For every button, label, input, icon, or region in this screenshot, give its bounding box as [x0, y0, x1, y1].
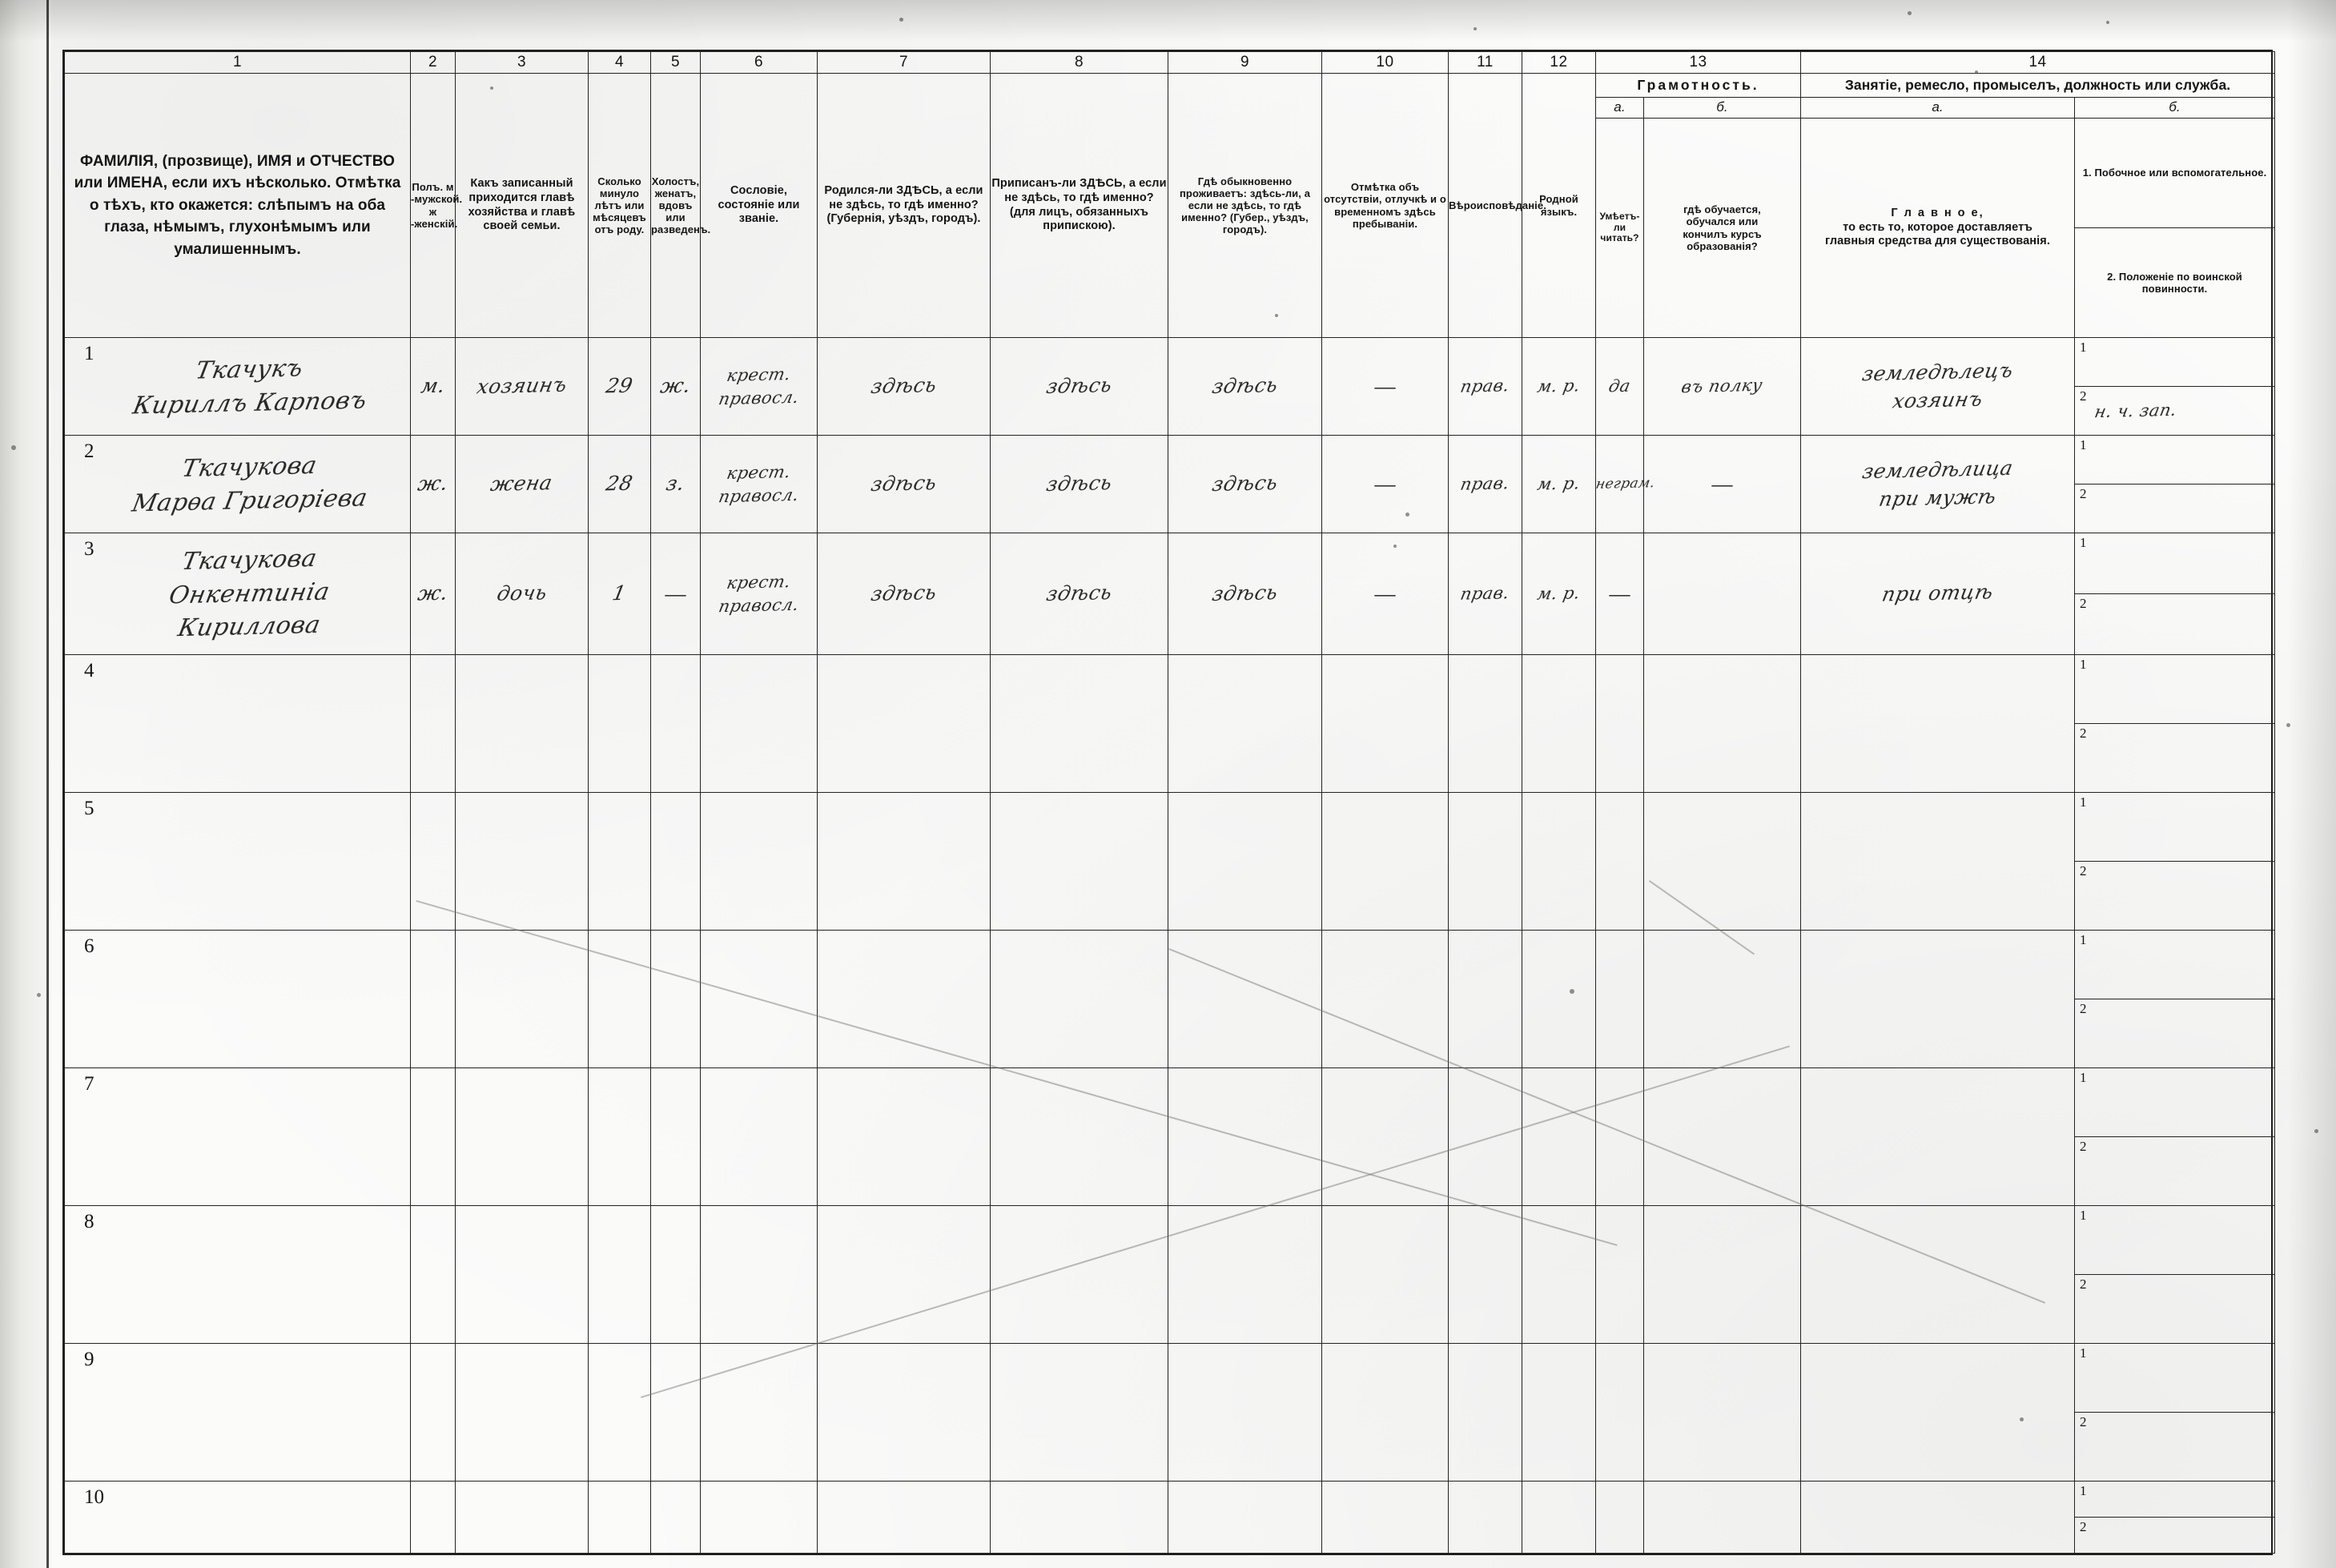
handwriting-given-name: Онкентиніа — [167, 577, 332, 610]
cell-occupation-main[interactable] — [1801, 533, 2075, 655]
cell-absence[interactable] — [1322, 1482, 1449, 1554]
value-estate-1: крест. — [725, 461, 793, 483]
value-sex: ж. — [416, 581, 451, 605]
value-occupation-1: земледѣлецъ — [1860, 358, 2016, 386]
row-number: 2 — [84, 440, 94, 462]
cell-religion[interactable] — [1449, 1482, 1522, 1554]
header-13a-letter: а. — [1596, 98, 1644, 119]
cell-literacy-a[interactable] — [1596, 793, 1644, 931]
cell-absence[interactable] — [1322, 436, 1449, 533]
subrow-index-1: 1 — [2080, 437, 2087, 452]
cell-age[interactable] — [589, 1068, 651, 1206]
cell-language[interactable] — [1522, 338, 1596, 436]
colnum-6: 6 — [701, 52, 818, 74]
cell-relation[interactable] — [456, 1482, 589, 1554]
header-14a: Г л а в н о е, то есть то, которое доставляетъ главныя средства для существованія. — [1801, 119, 2075, 338]
cell-estate[interactable] — [701, 436, 818, 533]
cell-religion[interactable] — [1449, 436, 1522, 533]
value-literacy-b: — — [1711, 472, 1733, 496]
cell-religion[interactable] — [1449, 931, 1522, 1068]
cell-occupation-sub[interactable] — [2075, 436, 2275, 533]
colnum-10: 10 — [1322, 52, 1449, 74]
subrow-index-1: 1 — [2080, 340, 2087, 355]
cell-occupation-sub[interactable] — [2075, 1344, 2275, 1482]
cell-name[interactable] — [65, 1344, 411, 1482]
colnum-1: 1 — [65, 52, 411, 74]
row-number: 10 — [84, 1486, 104, 1508]
cell-literacy-b[interactable] — [1644, 533, 1801, 655]
value-age: 29 — [604, 373, 635, 398]
cell-name[interactable] — [65, 793, 411, 931]
value-literacy-a: — — [1609, 581, 1630, 605]
subrow-index-2: 2 — [2080, 388, 2087, 404]
subrow-index-2: 2 — [2080, 486, 2087, 501]
cell-registered[interactable] — [991, 1068, 1168, 1206]
cell-registered[interactable] — [991, 931, 1168, 1068]
cell-occupation-sub[interactable] — [2075, 1206, 2275, 1344]
colnum-14: 14 — [1801, 52, 2275, 74]
census-form-table — [62, 50, 2273, 1555]
value-sex: ж. — [416, 471, 451, 496]
header-col-12: Родной языкъ. — [1522, 74, 1596, 338]
colnum-4: 4 — [589, 52, 651, 74]
cell-registered[interactable] — [991, 1482, 1168, 1554]
cell-estate[interactable] — [701, 655, 818, 793]
cell-occupation-sub[interactable] — [2075, 338, 2275, 436]
cell-occupation-main[interactable] — [1801, 1068, 2075, 1206]
cell-age[interactable] — [589, 1482, 651, 1554]
cell-literacy-a[interactable] — [1594, 436, 1657, 533]
cell-age[interactable] — [589, 793, 651, 931]
value-language: м. р. — [1535, 583, 1582, 604]
table-row[interactable] — [65, 1206, 2275, 1344]
cell-religion[interactable] — [1449, 338, 1522, 436]
cell-relation[interactable] — [456, 1206, 589, 1344]
handwriting-surname: Ткачукова — [179, 545, 320, 577]
cell-born[interactable] — [818, 1206, 991, 1344]
row-number: 3 — [84, 538, 94, 560]
value-absence: — — [1374, 581, 1396, 605]
subrow-index-1: 1 — [2080, 1208, 2087, 1223]
cell-relation[interactable] — [456, 1344, 589, 1482]
cell-relation[interactable] — [456, 1068, 589, 1206]
cell-religion[interactable] — [1449, 793, 1522, 931]
cell-occupation-main[interactable] — [1801, 1206, 2075, 1344]
handwriting-given-name: Марѳа Григоріева — [129, 483, 370, 518]
group-header-row — [65, 74, 2275, 98]
table-row[interactable] — [65, 338, 2275, 436]
cell-literacy-a[interactable] — [1596, 1206, 1644, 1344]
value-relation: хозяинъ — [474, 372, 569, 399]
subrow-index-2: 2 — [2080, 1001, 2087, 1016]
cell-registered[interactable] — [991, 533, 1168, 655]
cell-sex[interactable] — [411, 931, 456, 1068]
cell-literacy-b[interactable] — [1644, 1068, 1801, 1206]
cell-age[interactable] — [589, 338, 651, 436]
header-13b-letter: б. — [1644, 98, 1801, 119]
cell-born[interactable] — [818, 931, 991, 1068]
cell-estate[interactable] — [701, 338, 818, 436]
cell-registered[interactable] — [991, 1206, 1168, 1344]
cell-marital[interactable] — [651, 338, 701, 436]
cell-born[interactable] — [818, 436, 991, 533]
page-binding-edge — [0, 0, 51, 1568]
cell-language[interactable] — [1522, 1068, 1596, 1206]
row-number: 8 — [84, 1211, 94, 1232]
cell-relation[interactable] — [456, 793, 589, 931]
value-estate-2: правосл. — [717, 387, 801, 408]
header-col-3: Какъ записанный приходится главѣ хозяйства и главѣ своей семьи. — [456, 74, 589, 338]
cell-name[interactable] — [65, 1206, 411, 1344]
cell-language[interactable] — [1522, 436, 1596, 533]
subrow-index-2: 2 — [2080, 726, 2087, 741]
value-occupation-2: при мужѣ — [1877, 484, 1999, 511]
cell-marital[interactable] — [651, 1068, 701, 1206]
cell-language[interactable] — [1522, 793, 1596, 931]
cell-age[interactable] — [589, 1344, 651, 1482]
cell-resides[interactable] — [1168, 793, 1322, 931]
cell-marital[interactable] — [651, 1344, 701, 1482]
table-row[interactable] — [65, 655, 2275, 793]
cell-religion[interactable] — [1449, 533, 1522, 655]
cell-estate[interactable] — [701, 1344, 818, 1482]
cell-absence[interactable] — [1322, 931, 1449, 1068]
value-religion: прав. — [1458, 473, 1512, 494]
cell-resides[interactable] — [1168, 338, 1322, 436]
row-number: 5 — [84, 798, 94, 819]
cell-literacy-b[interactable] — [1644, 1344, 1801, 1482]
cell-sex[interactable] — [411, 1482, 456, 1554]
cell-relation[interactable] — [456, 436, 589, 533]
cell-resides[interactable] — [1168, 1482, 1322, 1554]
cell-sex[interactable] — [411, 533, 456, 655]
cell-religion[interactable] — [1449, 1206, 1522, 1344]
value-relation: дочь — [494, 581, 549, 605]
cell-language[interactable] — [1522, 1344, 1596, 1482]
value-occupation-1: при отцѣ — [1880, 580, 1996, 606]
cell-sex[interactable] — [411, 655, 456, 793]
cell-relation[interactable] — [456, 338, 589, 436]
cell-resides[interactable] — [1168, 1068, 1322, 1206]
header-col-11: Вѣроисповѣданіе. — [1449, 74, 1522, 338]
header-14b-1: 1. Побочное или вспомогательное. — [2082, 167, 2267, 179]
cell-registered[interactable] — [991, 793, 1168, 931]
cell-religion[interactable] — [1449, 655, 1522, 793]
cell-literacy-b[interactable] — [1644, 931, 1801, 1068]
cell-age[interactable] — [589, 436, 651, 533]
cell-age[interactable] — [589, 533, 651, 655]
cell-religion[interactable] — [1449, 1068, 1522, 1206]
subrow-index-2: 2 — [2080, 596, 2087, 611]
cell-sex[interactable] — [411, 436, 456, 533]
cell-name[interactable] — [65, 533, 411, 655]
cell-literacy-a[interactable] — [1596, 931, 1644, 1068]
cell-marital[interactable] — [651, 436, 701, 533]
value-marital: ж. — [658, 373, 694, 398]
cell-occupation-main[interactable] — [1801, 436, 2075, 533]
value-absence: — — [1374, 472, 1396, 496]
value-language: м. р. — [1535, 473, 1582, 494]
cell-absence[interactable] — [1322, 1344, 1449, 1482]
cell-born[interactable] — [818, 793, 991, 931]
column-number-row — [65, 52, 2275, 74]
value-occupation-2: хозяинъ — [1890, 387, 1985, 412]
cell-occupation-main[interactable] — [1801, 1344, 2075, 1482]
cell-language[interactable] — [1522, 1206, 1596, 1344]
value-resides: здѣсь — [1210, 471, 1281, 497]
cell-resides[interactable] — [1168, 1344, 1322, 1482]
cell-literacy-a[interactable] — [1596, 1344, 1644, 1482]
colnum-13: 13 — [1596, 52, 1801, 74]
cell-occupation-main[interactable] — [1801, 338, 2075, 436]
value-resides: здѣсь — [1210, 373, 1281, 399]
cell-absence[interactable] — [1322, 793, 1449, 931]
header-col-2: Полъ. м -мужской. ж -женскій. — [411, 74, 456, 338]
colnum-11: 11 — [1449, 52, 1522, 74]
cell-born[interactable] — [818, 1482, 991, 1554]
colnum-5: 5 — [651, 52, 701, 74]
header-col-8: Приписанъ-ли ЗДѢСЬ, а если не здѣсь, то гдѣ именно? (для лицъ, обязанныхъ припискою). — [991, 74, 1168, 338]
cell-born[interactable] — [818, 1068, 991, 1206]
value-absence: — — [1374, 374, 1396, 398]
colnum-8: 8 — [991, 52, 1168, 74]
colnum-9: 9 — [1168, 52, 1322, 74]
cell-occupation-main[interactable] — [1801, 1482, 2075, 1554]
cell-registered[interactable] — [991, 338, 1168, 436]
cell-estate[interactable] — [701, 533, 818, 655]
cell-religion[interactable] — [1449, 1344, 1522, 1482]
subrow-index-1: 1 — [2080, 1345, 2087, 1361]
colnum-3: 3 — [456, 52, 589, 74]
header-col-6: Сословіе, состояніе или званіе. — [701, 74, 818, 338]
table-row[interactable] — [65, 436, 2275, 533]
header-14a-letter: а. — [1801, 98, 2075, 119]
value-estate-2: правосл. — [717, 484, 801, 506]
cell-absence[interactable] — [1322, 1206, 1449, 1344]
cell-born[interactable] — [818, 655, 991, 793]
value-religion: прав. — [1458, 376, 1512, 396]
cell-occupation-main[interactable] — [1801, 793, 2075, 931]
subrow-index-2: 2 — [2080, 1139, 2087, 1154]
cell-occupation-main[interactable] — [1801, 931, 2075, 1068]
value-born: здѣсь — [869, 471, 939, 497]
cell-literacy-b[interactable] — [1644, 793, 1801, 931]
value-age: 28 — [604, 471, 635, 496]
cell-born[interactable] — [818, 533, 991, 655]
cell-name[interactable] — [65, 1482, 411, 1554]
cell-registered[interactable] — [991, 436, 1168, 533]
header-13a: Умѣетъ- ли читать? — [1596, 119, 1644, 338]
cell-marital[interactable] — [651, 1482, 701, 1554]
value-marital: — — [665, 581, 686, 605]
row-number: 9 — [84, 1349, 94, 1370]
cell-age[interactable] — [589, 931, 651, 1068]
cell-relation[interactable] — [456, 533, 589, 655]
scan-top-shadow — [0, 0, 2336, 42]
value-literacy-a: да — [1606, 376, 1633, 396]
cell-sex[interactable] — [411, 1068, 456, 1206]
cell-absence[interactable] — [1322, 1068, 1449, 1206]
cell-sex[interactable] — [411, 1206, 456, 1344]
value-estate-1: крест. — [725, 571, 793, 593]
value-religion: прав. — [1458, 583, 1512, 604]
cell-language[interactable] — [1522, 533, 1596, 655]
subrow-index-2: 2 — [2080, 863, 2087, 878]
cell-language[interactable] — [1522, 1482, 1596, 1554]
cell-name[interactable] — [65, 931, 411, 1068]
value-born: здѣсь — [869, 581, 939, 606]
value-relation: жена — [489, 471, 555, 497]
value-literacy-b: въ полку — [1679, 375, 1765, 397]
subrow-index-2: 2 — [2080, 1277, 2087, 1292]
subrow-index-1: 1 — [2080, 1483, 2087, 1498]
subrow-index-1: 1 — [2080, 657, 2087, 672]
value-occupation-1: земледѣлица — [1860, 456, 2016, 484]
cell-language[interactable] — [1522, 931, 1596, 1068]
row-number: 1 — [84, 343, 94, 364]
handwriting-given-name: Кириллъ Карповъ — [130, 385, 369, 420]
cell-born[interactable] — [818, 1344, 991, 1482]
row-number: 4 — [84, 660, 94, 681]
header-col-5: Холостъ, женатъ, вдовъ или разведенъ. — [651, 74, 701, 338]
cell-absence[interactable] — [1322, 338, 1449, 436]
value-born: здѣсь — [869, 373, 939, 399]
value-marital: з. — [664, 471, 687, 496]
value-occupation-sub-2: н. ч. зап. — [2093, 400, 2178, 421]
subrow-index-2: 2 — [2080, 1519, 2087, 1534]
cell-resides[interactable] — [1168, 655, 1322, 793]
handwriting-patronymic: Кириллова — [175, 611, 324, 643]
cell-marital[interactable] — [651, 793, 701, 931]
cell-literacy-b[interactable] — [1644, 338, 1801, 436]
cell-name[interactable] — [65, 436, 411, 533]
cell-relation[interactable] — [456, 931, 589, 1068]
binding-rule — [46, 0, 49, 1568]
value-estate-1: крест. — [725, 364, 793, 385]
cell-name[interactable] — [65, 1068, 411, 1206]
cell-name[interactable] — [65, 655, 411, 793]
cell-literacy-b[interactable] — [1644, 1482, 1801, 1554]
cell-estate[interactable] — [701, 1482, 818, 1554]
cell-estate[interactable] — [701, 793, 818, 931]
cell-marital[interactable] — [651, 655, 701, 793]
header-col-1: ФАМИЛІЯ, (прозвище), ИМЯ и ОТЧЕСТВО или ИМЕНА, если ихъ нѣсколько. Отмѣтка о тѣхъ, кто окажется: слѣпымъ на оба глаза, нѣмымъ, глухонѣмымъ или умалишеннымъ. — [65, 74, 411, 338]
cell-literacy-a[interactable] — [1596, 338, 1644, 436]
cell-occupation-main[interactable] — [1801, 655, 2075, 793]
handwriting-surname: Ткачукова — [179, 452, 320, 484]
cell-marital[interactable] — [651, 1206, 701, 1344]
cell-occupation-sub[interactable] — [2075, 793, 2275, 931]
subrow-index-1: 1 — [2080, 535, 2087, 550]
cell-language[interactable] — [1522, 655, 1596, 793]
cell-literacy-b[interactable] — [1644, 655, 1801, 793]
header-col-13-group: Грамотность. — [1596, 74, 1801, 98]
header-col-14-group: Занятіе, ремесло, промыселъ, должность или служба. — [1801, 74, 2275, 98]
row-number: 7 — [84, 1073, 94, 1095]
table-row[interactable] — [65, 1482, 2275, 1554]
cell-resides[interactable] — [1168, 436, 1322, 533]
table-row[interactable] — [65, 931, 2275, 1068]
cell-relation[interactable] — [456, 655, 589, 793]
scan-right-shadow — [2288, 0, 2336, 1568]
value-estate-2: правосл. — [717, 594, 801, 616]
subrow-index-1: 1 — [2080, 1070, 2087, 1085]
cell-sex[interactable] — [411, 338, 456, 436]
header-14b — [2075, 119, 2275, 338]
table-row[interactable] — [65, 1344, 2275, 1482]
cell-literacy-a[interactable] — [1596, 1482, 1644, 1554]
cell-age[interactable] — [589, 655, 651, 793]
row-number: 6 — [84, 935, 94, 957]
cell-literacy-b[interactable] — [1644, 436, 1801, 533]
value-resides: здѣсь — [1210, 581, 1281, 606]
cell-sex[interactable] — [411, 1344, 456, 1482]
cell-resides[interactable] — [1168, 533, 1322, 655]
header-col-7: Родился-ли ЗДѢСЬ, а если не здѣсь, то гдѣ именно? (Губернія, уѣздъ, городъ). — [818, 74, 991, 338]
table-row[interactable] — [65, 533, 2275, 655]
cell-age[interactable] — [589, 1206, 651, 1344]
cell-resides[interactable] — [1168, 931, 1322, 1068]
value-sex: м. — [419, 373, 448, 398]
colnum-7: 7 — [818, 52, 991, 74]
cell-occupation-sub[interactable] — [2075, 533, 2275, 655]
cell-absence[interactable] — [1322, 533, 1449, 655]
cell-occupation-sub[interactable] — [2075, 1068, 2275, 1206]
cell-marital[interactable] — [651, 533, 701, 655]
cell-name[interactable] — [65, 338, 411, 436]
cell-estate[interactable] — [701, 1068, 818, 1206]
cell-occupation-sub[interactable] — [2075, 1482, 2275, 1554]
value-registered: здѣсь — [1044, 581, 1115, 606]
cell-literacy-a[interactable] — [1596, 655, 1644, 793]
subrow-index-2: 2 — [2080, 1414, 2087, 1429]
cell-registered[interactable] — [991, 655, 1168, 793]
handwriting-surname: Ткачукъ — [193, 354, 306, 385]
header-col-10: Отмѣтка объ отсутствіи, отлучкѣ и о временномъ здѣсь пребываніи. — [1322, 74, 1449, 338]
cell-born[interactable] — [818, 338, 991, 436]
value-age: 1 — [610, 581, 629, 605]
cell-literacy-a[interactable] — [1596, 533, 1644, 655]
colnum-2: 2 — [411, 52, 456, 74]
table-row[interactable] — [65, 1068, 2275, 1206]
header-col-4: Сколько минуло лѣтъ или мѣсяцевъ отъ роду. — [589, 74, 651, 338]
header-col-9: Гдѣ обыкновенно проживаетъ: здѣсь-ли, а если не здѣсь, то гдѣ именно? (Губер., уѣздъ, городъ). — [1168, 74, 1322, 338]
header-13b: гдѣ обучается, обучался или кончилъ курсъ образованія? — [1644, 119, 1801, 338]
cell-occupation-sub[interactable] — [2075, 931, 2275, 1068]
table-row[interactable] — [65, 793, 2275, 931]
colnum-12: 12 — [1522, 52, 1596, 74]
cell-estate[interactable] — [701, 1206, 818, 1344]
value-registered: здѣсь — [1044, 373, 1115, 399]
cell-occupation-sub[interactable] — [2075, 655, 2275, 793]
cell-literacy-b[interactable] — [1644, 1206, 1801, 1344]
value-language: м. р. — [1535, 376, 1582, 396]
subrow-index-1: 1 — [2080, 794, 2087, 810]
subrow-index-1: 1 — [2080, 932, 2087, 947]
cell-resides[interactable] — [1168, 1206, 1322, 1344]
header-14b-2: 2. Положеніе по воинской повинности. — [2107, 270, 2242, 295]
header-14b-letter: б. — [2075, 98, 2275, 119]
cell-registered[interactable] — [991, 1344, 1168, 1482]
cell-absence[interactable] — [1322, 655, 1449, 793]
value-registered: здѣсь — [1044, 471, 1115, 497]
cell-marital[interactable] — [651, 931, 701, 1068]
value-literacy-a: неграм. — [1594, 474, 1657, 493]
